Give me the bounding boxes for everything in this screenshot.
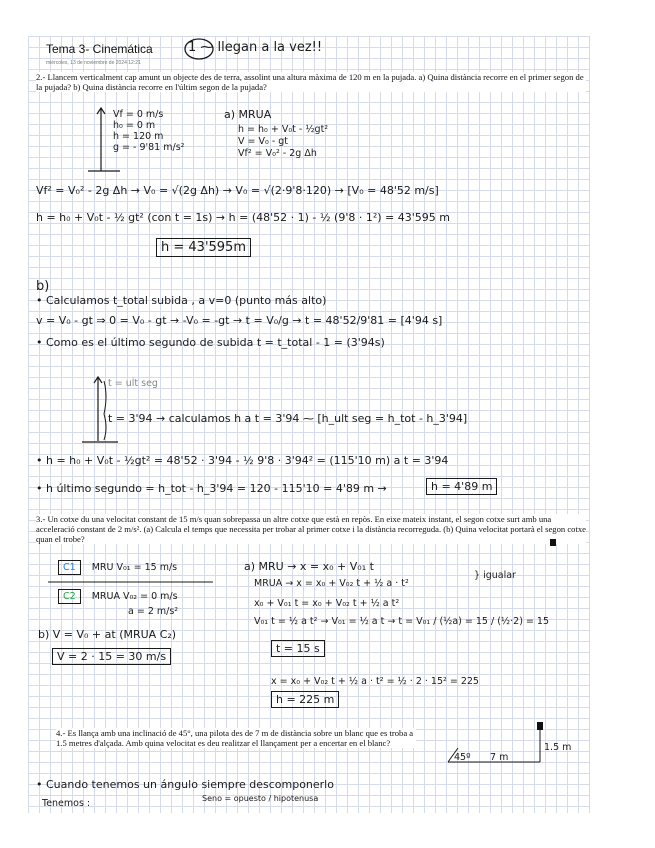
formula: Vf² = V₀² - 2g Δh (238, 148, 317, 159)
result-x-box: h = 225 m (271, 691, 339, 708)
problem2-b4: • h = h₀ + V₀t - ½gt² = 48'52 · 3'94 - ½ 9'8 · 3'94² = (115'10 m) a t = 3'94 (36, 454, 449, 467)
car2-acc: a = 2 m/s² (128, 606, 179, 617)
problem3-eq1: x₀ + V₀₁ t = x₀ + V₀₂ t + ½ a t² (254, 598, 400, 609)
notebook-page (28, 36, 590, 813)
header-note: 1 ⁓ llegan a la vez!! (188, 40, 323, 55)
part-a-label: a) MRUA (224, 108, 272, 121)
data-line: h₀ = 0 m (113, 120, 156, 131)
problem3-statement: 3.- Un cotxe du una velocitat constant de 15 m/s quan sobrepassa un altre cotxe que està en repòs. En eixe mateix instant, el segon cotxe surt amb una acceleració constant de 2 m/s². (a) Calcula el temps que necessita per trobar al primer cotxe i la distància recorreguda. (b) Quina velocitat portarà el segon cotxe quan el trobe? (36, 514, 586, 544)
formula: V = V₀ - gt (238, 136, 289, 147)
distance-label: 7 m (490, 752, 509, 763)
problem4-seno: Seno = opuesto / hipotenusa (202, 794, 319, 803)
problem2-b1: • Calculamos t_total subida , a v=0 (punto más alto) (36, 294, 327, 307)
arrow-bottom-label: t = 3'94 → calculamos h a t = 3'94 ⁓ [h_ult seg = h_tot - h_3'94] (108, 412, 468, 425)
problem4-diagram-svg (28, 36, 590, 836)
target (537, 722, 543, 730)
problem4-statement: 4.- Es llança amb una inclinació de 45°, una pilota des de 7 m de distància sobre un blanc que es troba a 1.5 metres d'alçada. Amb quina velocitat es deu realitzar el llançament per a encertar en el blanc? (56, 728, 416, 748)
problem2-b5: • h último segundo = h_tot - h_3'94 = 120 - 115'10 = 4'89 m → (36, 482, 387, 495)
problem3-eq3: x = x₀ + V₀₂ t + ½ a · t² = ½ · 2 · 15² = 225 (271, 676, 479, 687)
igualar-note: } igualar (474, 570, 516, 581)
part-b-label: b) (36, 279, 50, 294)
car1-text: MRU V₀₁ = 15 m/s (91, 562, 178, 573)
problem2-line2: h = h₀ + V₀t - ½ gt² (con t = 1s) → h = (48'52 · 1) - ½ (9'8 · 1²) = 43'595 m (36, 211, 450, 224)
data-line: g = - 9'81 m/s² (113, 142, 185, 153)
angle-label: 45º (454, 752, 471, 763)
result-b-box: h = 4'89 m (426, 478, 497, 495)
data-line: h = 120 m (113, 131, 164, 142)
problem3-eq2: V₀₁ t = ½ a t² → V₀₁ = ½ a t → t = V₀₁ / (½a) = 15 / (½·2) = 15 (254, 616, 549, 627)
result-a-box: h = 43'595m (156, 238, 251, 257)
result-t-box: t = 15 s (271, 640, 325, 657)
problem2-line1: Vf² = V₀² - 2g Δh → V₀ = √(2g Δh) → V₀ = √(2·9'8·120) → [V₀ = 48'52 m/s] (36, 184, 439, 197)
car2-text: MRUA V₀₂ = 0 m/s (91, 591, 178, 602)
problem3-part-a2: MRUA → x = x₀ + V₀₂ t + ½ a · t² (254, 578, 409, 589)
page-title: Tema 3- Cinemática (46, 42, 153, 56)
arrow-top-label: t = ult seg (108, 378, 158, 389)
result-v-box: V = 2 · 15 = 30 m/s (52, 648, 171, 665)
problem2-b3: • Como es el último segundo de subida t = t_total - 1 = (3'94s) (36, 336, 385, 349)
formula: h = h₀ + V₀t - ½gt² (238, 124, 329, 135)
page-date: miércoles, 13 de noviembre de 2024 12:21 (46, 60, 141, 66)
car2-tag: C2 (58, 589, 81, 604)
car1-tag: C1 (58, 560, 81, 575)
problem2-statement: 2.- Llancem verticalment cap amunt un objecte des de terra, assolint una altura màxima de 120 m en la pujada. a) Quina distància recorre en el primer segon de la pujada? b) Quina distància recorre en l'últim segon de la pujada? (36, 72, 586, 92)
problem2-b2: v = V₀ - gt ⇒ 0 = V₀ - gt → -V₀ = -gt → t = V₀/g → t = 48'52/9'81 = [4'94 s] (36, 314, 443, 327)
problem4-line2: Tenemos : (42, 798, 91, 809)
problem3-part-b: b) V = V₀ + at (MRUA C₂) (38, 628, 177, 641)
data-line: Vf = 0 m/s (113, 109, 164, 120)
height-label: 1.5 m (544, 742, 572, 753)
problem4-line1: • Cuando tenemos un ángulo siempre descomponerlo (36, 778, 334, 791)
problem3-part-a1: a) MRU → x = x₀ + V₀₁ t (244, 560, 374, 573)
